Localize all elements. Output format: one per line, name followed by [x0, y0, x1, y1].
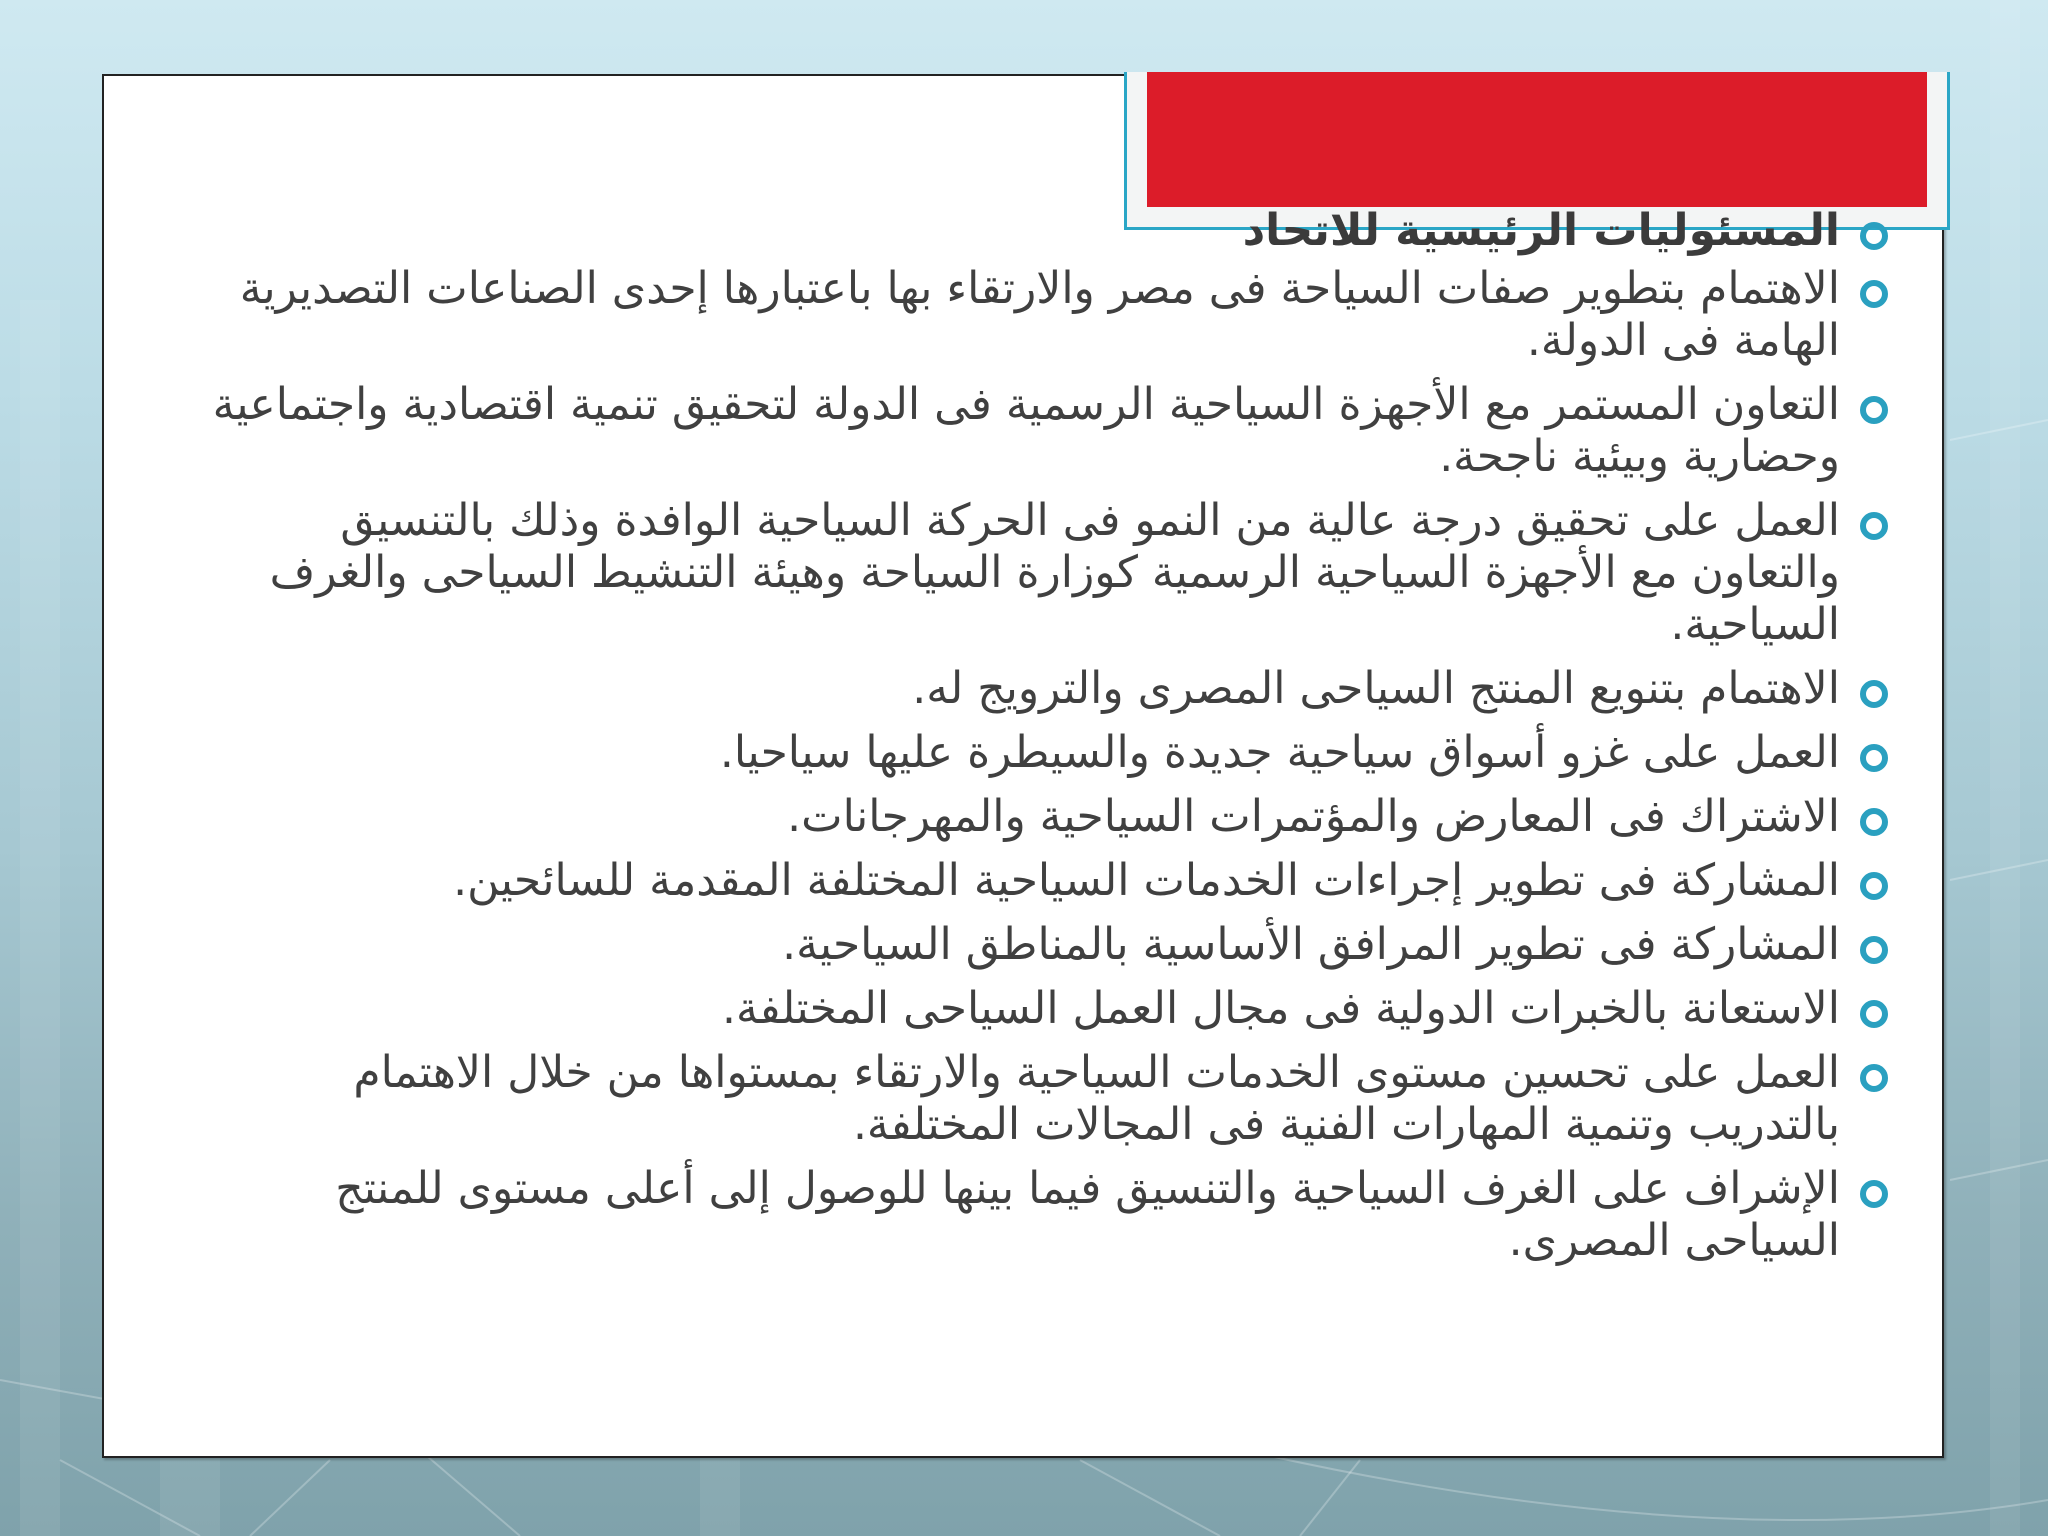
list-item: [188, 663, 1888, 715]
list-heading: [188, 205, 1888, 257]
hollow-circle-bullet-icon: [1860, 1064, 1888, 1092]
list-item-text: الاستعانة بالخبرات الدولية فى مجال العمل السياحى المختلفة.: [721, 983, 1840, 1034]
list-item: [188, 1047, 1888, 1151]
list-item: [188, 919, 1888, 971]
hollow-circle-bullet-icon: [1860, 872, 1888, 900]
list-item-text: المشاركة فى تطوير إجراءات الخدمات السياحية المختلفة المقدمة للسائحين.: [453, 855, 1840, 906]
responsibilities-list: [188, 205, 1888, 1279]
hollow-circle-bullet-icon: [1860, 936, 1888, 964]
list-item-text: التعاون المستمر مع الأجهزة السياحية الرسمية فى الدولة لتحقيق تنمية اقتصادية واجتماعية وحضارية وبيئية ناجحة.: [212, 379, 1840, 482]
list-item: [188, 495, 1888, 651]
list-item-text: الاهتمام بتطوير صفات السياحة فى مصر والارتقاء بها باعتبارها إحدى الصناعات التصديرية الهامة فى الدولة.: [239, 263, 1840, 366]
list-item: [188, 263, 1888, 367]
hollow-circle-bullet-icon: [1860, 680, 1888, 708]
list-item-text: الاشتراك فى المعارض والمؤتمرات السياحية والمهرجانات.: [787, 791, 1840, 842]
heading-text: المسئوليات الرئيسية للاتحاد: [1242, 205, 1840, 256]
list-item-text: العمل على تحقيق درجة عالية من النمو فى الحركة السياحية الوافدة وذلك بالتنسيق والتعاون مع الأجهزة السياحية الرسمية كوزارة السياحة وهيئة التنشيط السياحى والغرف السياحية.: [269, 495, 1840, 650]
list-item: [188, 1163, 1888, 1267]
hollow-circle-bullet-icon: [1860, 808, 1888, 836]
hollow-circle-bullet-icon: [1860, 512, 1888, 540]
hollow-circle-bullet-icon: [1860, 744, 1888, 772]
list-item-text: العمل على تحسين مستوى الخدمات السياحية والارتقاء بمستواها من خلال الاهتمام بالتدريب وتنمية المهارات الفنية فى المجالات المختلفة.: [353, 1047, 1840, 1150]
list-item: [188, 727, 1888, 779]
list-item: [188, 791, 1888, 843]
list-item-text: الاهتمام بتنويع المنتج السياحى المصرى والترويج له.: [912, 663, 1840, 714]
hollow-circle-bullet-icon: [1860, 1000, 1888, 1028]
list-item-text: الإشراف على الغرف السياحية والتنسيق فيما بينها للوصول إلى أعلى مستوى للمنتج السياحى المصرى.: [335, 1163, 1840, 1266]
list-item-text: العمل على غزو أسواق سياحية جديدة والسيطرة عليها سياحيا.: [719, 727, 1840, 778]
list-item: [188, 855, 1888, 907]
hollow-circle-bullet-icon: [1860, 280, 1888, 308]
title-banner: [1147, 72, 1927, 207]
list-item: [188, 379, 1888, 483]
hollow-circle-bullet-icon: [1860, 396, 1888, 424]
list-item: [188, 983, 1888, 1035]
hollow-circle-bullet-icon: [1860, 222, 1888, 250]
list-item-text: المشاركة فى تطوير المرافق الأساسية بالمناطق السياحية.: [782, 919, 1840, 970]
hollow-circle-bullet-icon: [1860, 1180, 1888, 1208]
